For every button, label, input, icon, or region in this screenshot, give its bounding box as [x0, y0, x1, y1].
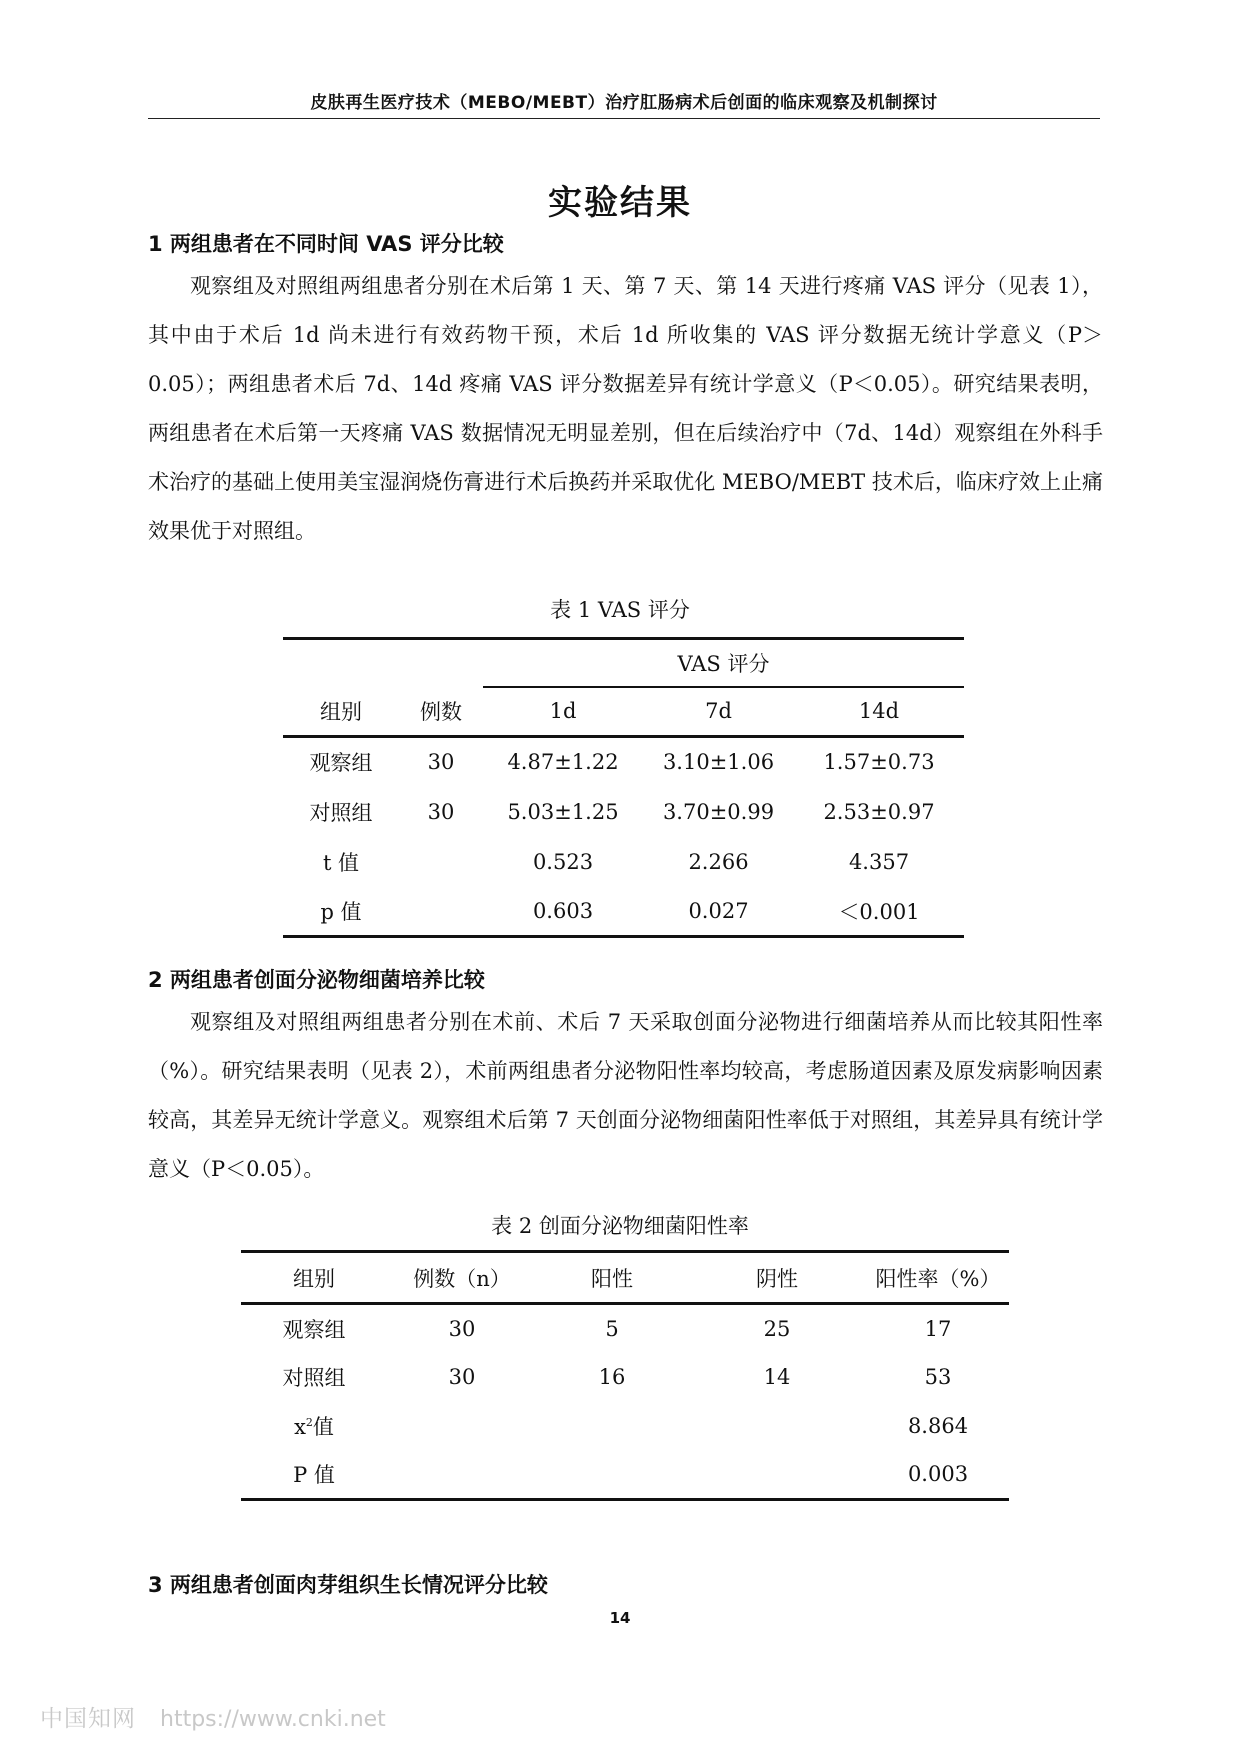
table-row	[283, 887, 964, 937]
table-cell: 5.03±1.25	[507, 799, 619, 824]
table-cell: 25	[763, 1316, 791, 1341]
table-row	[283, 787, 964, 837]
table-1-col-n: 例数	[399, 687, 483, 737]
table-row	[241, 1304, 1009, 1353]
table-cell: p 值	[283, 887, 399, 937]
table-2-col-header: 组别	[241, 1252, 387, 1304]
table-1-caption: 表 1 VAS 评分	[550, 598, 690, 622]
table-cell: 30	[448, 1365, 476, 1389]
watermark-url: https://www.cnki.net	[160, 1707, 386, 1732]
table-cell: 16	[598, 1365, 626, 1389]
section-1-paragraph: 观察组及对照组两组患者分别在术后第 1 天、第 7 天、第 14 天进行疼痛 VAS 评分（见表 1），其中由于术后 1d 尚未进行有效药物干预，术后 1d 所收集的 VAS 评分数据无统计学意义（P＞0.05）；两组患者术后 7d、14d 疼痛 VAS 评分数据差异有统计学意义（P＜0.05）。研究结果表明，两组患者在术后第一天疼痛 VAS 数据情况无明显差别，但在后续治疗中（7d、14d）观察组在外科手术治疗的基础上使用美宝湿润烧伤膏进行术后换药并采取优化 MEBO/MEBT 技术后，临床疗效上止痛效果优于对照组。	[148, 274, 1103, 543]
table-1-col-day: 14d	[794, 687, 964, 737]
table-2-col-header: 阴性	[687, 1252, 867, 1304]
table-1-header-row-2	[283, 687, 964, 737]
table-row	[241, 1353, 1009, 1402]
table-row	[283, 837, 964, 887]
table-cell: 30	[427, 799, 455, 824]
table-cell: 53	[924, 1365, 952, 1389]
table-cell: 4.87±1.22	[507, 750, 619, 775]
table-cell: 对照组	[309, 800, 373, 825]
table-2-col-header: 阳性	[537, 1252, 687, 1304]
table-cell: 3.70±0.99	[662, 799, 775, 824]
page-number: 14	[609, 1609, 631, 1627]
section-1-heading: 1 两组患者在不同时间 VAS 评分比较	[148, 232, 504, 256]
table-cell	[399, 887, 483, 937]
table-cell: 17	[924, 1316, 952, 1341]
table-1	[283, 637, 964, 938]
p-value-label: P 值	[241, 1451, 387, 1500]
table-2-col-header: 阳性率（%）	[867, 1252, 1009, 1304]
table-1-col-day: 7d	[643, 687, 794, 737]
table-2-header-row	[241, 1252, 1009, 1304]
table-cell: 4.357	[848, 849, 910, 874]
table-cell: 14	[763, 1365, 791, 1389]
table-cell: 8.864	[907, 1414, 969, 1438]
table-cell	[399, 837, 483, 887]
table-1-col-day: 1d	[483, 687, 643, 737]
table-cell: 观察组	[309, 751, 373, 776]
watermark-brand: 中国知网	[40, 1706, 136, 1732]
section-3-heading: 3 两组患者创面肉芽组织生长情况评分比较	[148, 1573, 548, 1597]
table-cell: 5	[605, 1316, 619, 1341]
cnki-watermark	[40, 1700, 386, 1733]
chi-label-main: x	[294, 1415, 306, 1439]
table-row	[283, 737, 964, 787]
section-2-heading: 2 两组患者创面分泌物细菌培养比较	[148, 968, 485, 992]
table-row	[241, 1402, 1009, 1451]
table-2	[241, 1250, 1009, 1501]
table-cell: 0.603	[483, 887, 643, 937]
table-2-caption: 表 2 创面分泌物细菌阳性率	[491, 1214, 749, 1238]
table-cell: 0.003	[867, 1451, 1009, 1500]
page-title: 实验结果	[548, 183, 692, 223]
table-cell: t 值	[322, 850, 360, 875]
table-1-span-header: VAS 评分	[483, 639, 964, 687]
table-row	[241, 1451, 1009, 1500]
table-cell: 观察组	[282, 1317, 346, 1342]
table-1-header-row-1	[283, 639, 964, 687]
table-cell: 对照组	[282, 1366, 346, 1390]
table-cell: 3.10±1.06	[662, 750, 775, 775]
table-2-col-header: 例数（n）	[387, 1252, 537, 1304]
table-cell: ＜0.001	[794, 887, 964, 937]
running-header: 皮肤再生医疗技术（MEBO/MEBT）治疗肛肠病术后创面的临床观察及机制探讨	[310, 93, 938, 113]
table-cell: 30	[427, 750, 455, 775]
table-cell: 2.53±0.97	[823, 799, 935, 824]
chi-square-label	[241, 1402, 387, 1451]
table-cell: 0.027	[643, 887, 794, 937]
table-cell: 0.523	[532, 849, 594, 874]
table-cell: 1.57±0.73	[823, 750, 935, 775]
table-cell: 30	[448, 1316, 476, 1341]
section-2-paragraph: 观察组及对照组两组患者分别在术前、术后 7 天采取创面分泌物进行细菌培养从而比较其阳性率（%）。研究结果表明（见表 2），术前两组患者分泌物阳性率均较高，考虑肠道因素及原发病影响因素较高，其差异无统计学意义。观察组术后第 7 天创面分泌物细菌阳性率低于对照组，其差异具有统计学意义（P＜0.05）。	[148, 1010, 1103, 1181]
header-rule	[148, 118, 1100, 119]
chi-label-sup: 2	[305, 1416, 313, 1429]
chi-label-suffix: 值	[312, 1415, 334, 1439]
table-cell: 2.266	[688, 849, 749, 874]
table-1-col-group: 组别	[283, 687, 399, 737]
